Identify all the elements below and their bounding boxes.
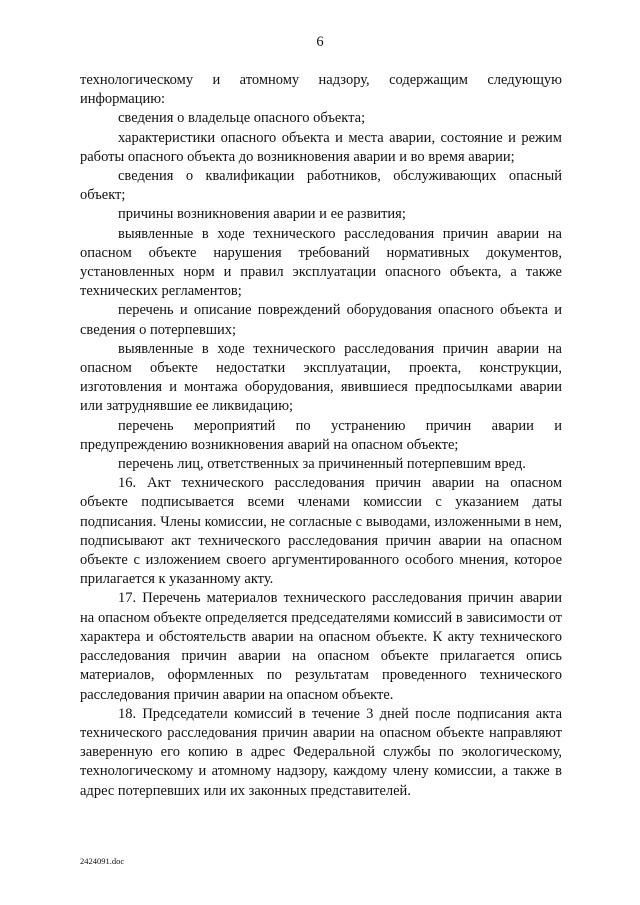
clause-18: 18. Председатели комиссий в течение 3 дней после подписания акта технического расследования причин аварии на опасном объекте направляют заверенную его копию в адрес Федеральной службы по экологическому, технологическому и атомному надзору, каждому члену комиссии, а также в адрес потерпевших или их законных представителей. — [80, 705, 562, 799]
list-item-damage-description: перечень и описание повреждений оборудования опасного объекта и сведения о потерпевших; — [80, 302, 562, 338]
list-item-deficiencies: выявленные в ходе технического расследования причин аварии на опасном объекте недостатки эксплуатации, проекта, конструкции, изготовления и монтажа оборудования, явившиеся предпосылками аварии или затруднявшие ее ликвидацию; — [80, 340, 562, 415]
paragraph-continuation: технологическому и атомному надзору, содержащим следующую информацию: — [80, 72, 562, 108]
list-item-measures: перечень мероприятий по устранению причин аварии и предупреждению возникновения аварий на опасном объекте; — [80, 417, 562, 453]
list-item-worker-qualification: сведения о квалификации работников, обслуживающих опасный объект; — [80, 168, 562, 204]
list-item-owner-info: сведения о владельце опасного объекта; — [118, 110, 366, 127]
list-item-responsible-persons: перечень лиц, ответственных за причиненный потерпевшим вред. — [118, 456, 526, 473]
list-item-accident-causes: причины возникновения аварии и ее развития; — [118, 206, 406, 223]
clause-16: 16. Акт технического расследования причин аварии на опасном объекте подписывается всеми членами комиссии с указанием даты подписания. Члены комиссии, не согласные с выводами, изложенными в нем, подписывают акт технического расследования причин аварии на опасном объекте с изложением своего аргументированного особого мнения, которое прилагается к указанному акту. — [80, 475, 562, 588]
file-name-footer: 2424091.doc — [80, 856, 125, 866]
page-number: 6 — [316, 34, 324, 50]
list-item-violations: выявленные в ходе технического расследования причин аварии на опасном объекте нарушения требований нормативных документов, установленных норм и правил эксплуатации опасного объекта, а также технических регламентов; — [80, 225, 562, 300]
document-body — [80, 71, 562, 801]
list-item-object-characteristics: характеристики опасного объекта и места аварии, состояние и режим работы опасного объекта до возникновения аварии и во время аварии; — [80, 129, 562, 165]
clause-17: 17. Перечень материалов технического расследования причин аварии на опасном объекте определяется председателями комиссий в зависимости от характера и обстоятельств аварии на опасном объекте. К акту технического расследования причин аварии на опасном объекте прилагается опись материалов, оформленных по результатам проведенного технического расследования причин аварии на опасном объекте. — [80, 590, 562, 703]
